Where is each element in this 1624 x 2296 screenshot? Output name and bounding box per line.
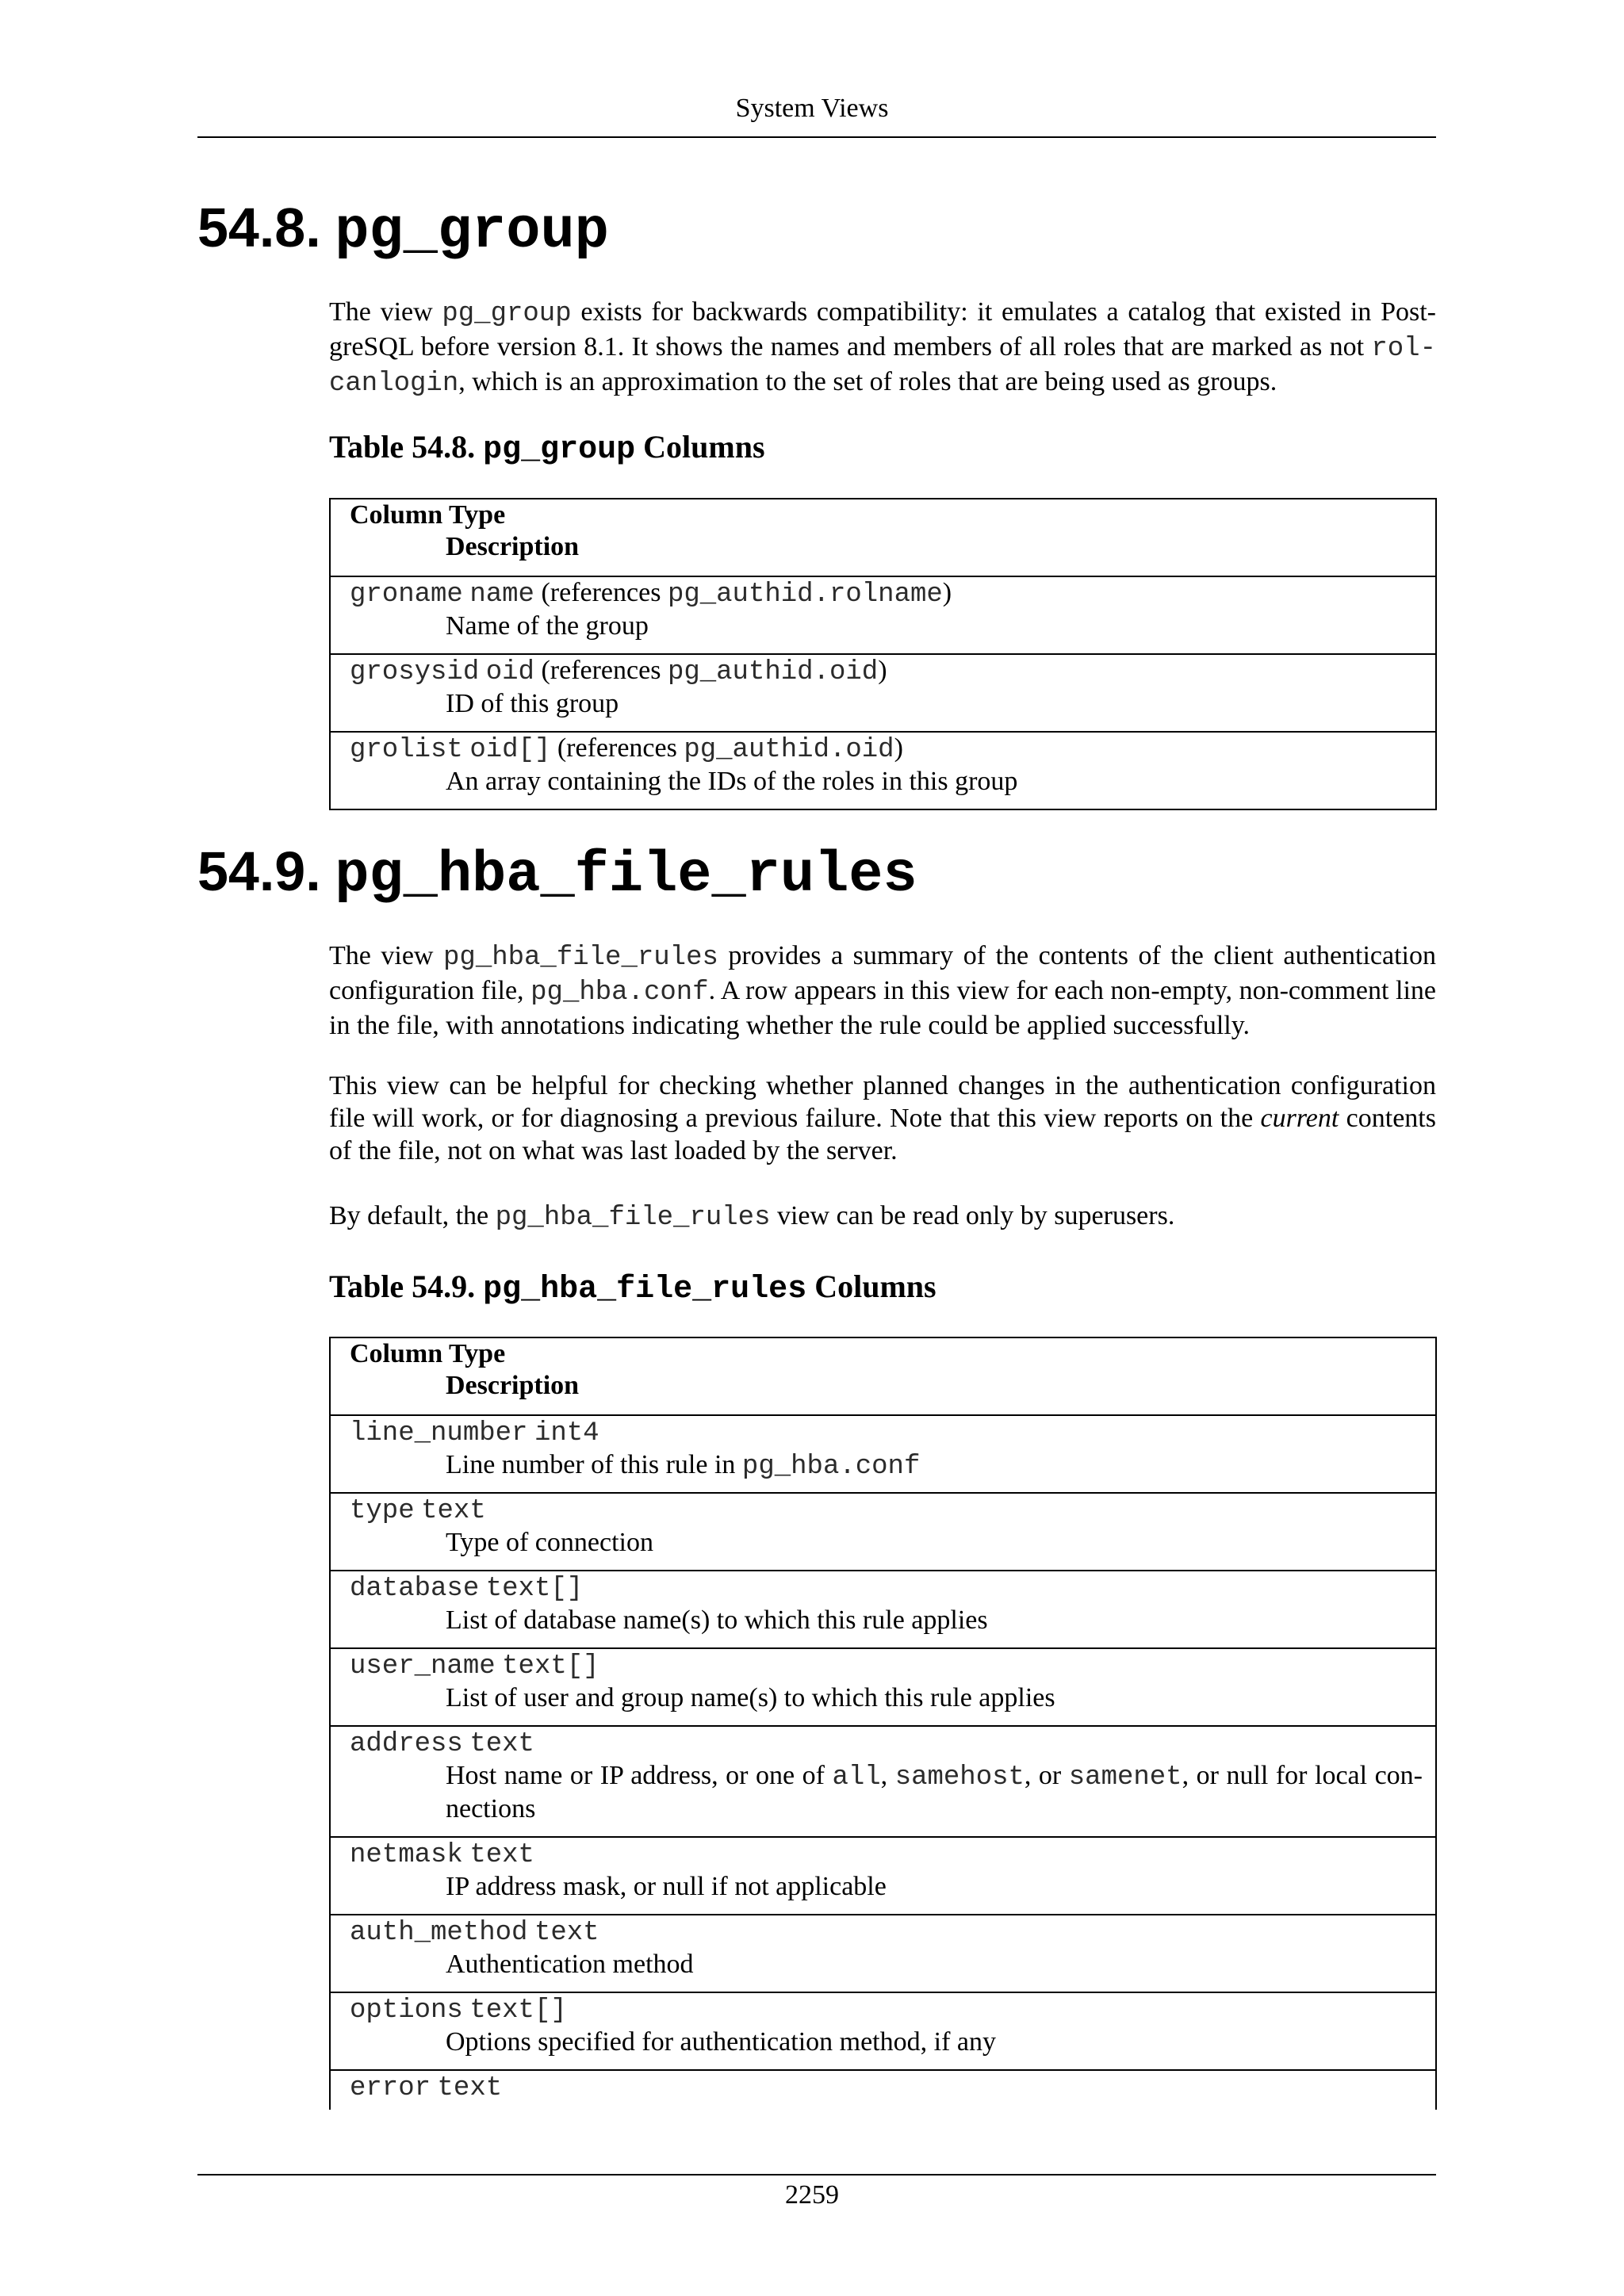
text-run: contents of the file, not on what was last loaded by the server. bbox=[329, 1104, 1436, 1165]
code-view-name: pg_hba_file_rules bbox=[495, 1203, 771, 1233]
table-header-row bbox=[330, 499, 1436, 576]
table-view-name: pg_group bbox=[483, 432, 636, 468]
text-run: ) bbox=[878, 656, 887, 685]
emphasis-current: current bbox=[1260, 1104, 1339, 1133]
text-run: The view bbox=[329, 941, 444, 970]
text-run: The view bbox=[329, 297, 442, 327]
text-run: . A row appears in this view for each non-empty, non-comment line in the file, with annotations indicating whether the rule could be applied successfully. bbox=[329, 976, 1436, 1040]
column-reference: pg_authid.rolname bbox=[667, 580, 943, 610]
pg-hba-permission-paragraph bbox=[329, 1200, 1436, 1234]
column-description: List of database name(s) to which this rule applies bbox=[446, 1605, 988, 1635]
column-name: line_number bbox=[350, 1418, 528, 1448]
column-signature bbox=[350, 1838, 1423, 1871]
table-row bbox=[330, 1992, 1436, 2070]
column-name: database bbox=[350, 1574, 480, 1604]
column-description: Name of the group bbox=[446, 611, 649, 641]
code-column-name: rol-canlogin bbox=[329, 334, 1436, 399]
pg-group-columns-table bbox=[329, 498, 1437, 810]
table-row bbox=[330, 1648, 1436, 1726]
table-row bbox=[330, 1837, 1436, 1915]
column-type: text bbox=[469, 1729, 534, 1759]
text-run: By default, the bbox=[329, 1201, 496, 1230]
column-signature bbox=[350, 577, 1423, 610]
text-run: , or null for local con-nections bbox=[446, 1761, 1423, 1823]
text-run: (references bbox=[534, 578, 668, 607]
pg-hba-file-rules-columns-table bbox=[329, 1337, 1437, 2110]
table-label-suffix: Columns bbox=[806, 1269, 936, 1304]
code-view-name: pg_hba_file_rules bbox=[443, 943, 718, 973]
code-file-name: pg_hba.conf bbox=[530, 978, 709, 1008]
column-name: user_name bbox=[350, 1651, 496, 1682]
text-run: Host name or IP address, or one of bbox=[446, 1761, 833, 1790]
table-label-suffix: Columns bbox=[635, 429, 765, 465]
pg-hba-intro-paragraph bbox=[329, 939, 1436, 1042]
code-keyword-samenet: samenet bbox=[1068, 1762, 1182, 1793]
column-name: grolist bbox=[350, 735, 463, 765]
column-description: ID of this group bbox=[446, 689, 619, 718]
text-run: view can be read only by superusers. bbox=[770, 1201, 1175, 1230]
column-description: List of user and group name(s) to which this rule applies bbox=[446, 1683, 1055, 1712]
header-description: Description bbox=[446, 532, 580, 561]
header-rule bbox=[197, 136, 1436, 138]
text-run: exists for backwards compatibility: it emulates a catalog that existed in Post-greSQL before version 8.1. It shows the names and members of all roles that are marked as not bbox=[329, 297, 1436, 362]
section-heading-pg-hba-file-rules bbox=[197, 840, 917, 908]
text-run: ) bbox=[894, 733, 903, 763]
column-description: Authentication method bbox=[446, 1950, 694, 1979]
column-signature bbox=[350, 1649, 1423, 1682]
column-type: text[] bbox=[502, 1651, 599, 1682]
text-run: ) bbox=[942, 578, 952, 607]
column-description bbox=[350, 1760, 1423, 1825]
text-run: , or bbox=[1024, 1761, 1069, 1790]
text-run: (references bbox=[550, 733, 684, 763]
section-number: 54.9. bbox=[197, 840, 321, 902]
text-run: , which is an approximation to the set of roles that are being used as groups. bbox=[458, 367, 1277, 396]
column-type: oid[] bbox=[469, 735, 551, 765]
header-description: Description bbox=[446, 1371, 580, 1400]
header-column-type: Column Type bbox=[350, 500, 506, 530]
running-header: System Views bbox=[735, 94, 889, 123]
column-type: text bbox=[437, 2073, 503, 2103]
code-view-name: pg_group bbox=[442, 299, 572, 329]
table-row bbox=[330, 1493, 1436, 1571]
column-signature bbox=[350, 2071, 1423, 2104]
section-view-name: pg_group bbox=[335, 199, 609, 264]
pg-hba-usage-paragraph bbox=[329, 1070, 1436, 1167]
table-header-row bbox=[330, 1337, 1436, 1415]
code-file-name: pg_hba.conf bbox=[741, 1452, 921, 1482]
column-signature bbox=[350, 1993, 1423, 2026]
table-title-pg-hba-file-rules bbox=[329, 1268, 936, 1307]
column-signature bbox=[350, 1915, 1423, 1949]
table-label: Table 54.8. bbox=[329, 429, 484, 465]
header-column-type: Column Type bbox=[350, 1339, 506, 1368]
column-name: address bbox=[350, 1729, 463, 1759]
footer-rule bbox=[197, 2174, 1436, 2175]
column-type: text bbox=[469, 1840, 534, 1870]
section-heading-pg-group bbox=[197, 197, 609, 264]
table-row bbox=[330, 1415, 1436, 1493]
section-view-name: pg_hba_file_rules bbox=[335, 843, 917, 908]
text-run: (references bbox=[534, 656, 668, 685]
table-row bbox=[330, 1915, 1436, 1992]
table-title-pg-group bbox=[329, 428, 765, 468]
table-view-name: pg_hba_file_rules bbox=[483, 1272, 807, 1307]
section-number: 54.8. bbox=[197, 197, 321, 258]
table-label: Table 54.9. bbox=[329, 1269, 484, 1304]
table-row bbox=[330, 576, 1436, 654]
column-name: grosysid bbox=[350, 657, 480, 687]
page-number: 2259 bbox=[785, 2180, 839, 2210]
column-name: options bbox=[350, 1996, 463, 2026]
column-type: text[] bbox=[469, 1996, 567, 2026]
column-description: Type of connection bbox=[446, 1528, 653, 1557]
table-row-truncated bbox=[330, 2070, 1436, 2110]
column-name: auth_method bbox=[350, 1918, 528, 1948]
pg-group-intro bbox=[329, 296, 1436, 400]
table-row bbox=[330, 732, 1436, 809]
column-description: Options specified for authentication method, if any bbox=[446, 2027, 996, 2057]
text-run: Line number of this rule in bbox=[446, 1450, 742, 1479]
column-signature bbox=[350, 733, 1423, 766]
code-keyword-all: all bbox=[832, 1762, 881, 1793]
table-row bbox=[330, 1571, 1436, 1648]
column-name: error bbox=[350, 2073, 431, 2103]
table-row bbox=[330, 1726, 1436, 1837]
column-signature bbox=[350, 1416, 1423, 1449]
column-description: IP address mask, or null if not applicable bbox=[446, 1872, 887, 1901]
column-description bbox=[350, 1449, 1423, 1483]
column-signature bbox=[350, 1571, 1423, 1605]
column-type: oid bbox=[485, 657, 534, 687]
column-name: type bbox=[350, 1496, 415, 1526]
column-type: text bbox=[421, 1496, 486, 1526]
column-description: An array containing the IDs of the roles in this group bbox=[446, 767, 1018, 796]
column-type: text[] bbox=[485, 1574, 584, 1604]
text-run: This view can be helpful for checking whether planned changes in the authentication configuration file will work, or for diagnosing a previous failure. Note that this view reports on the bbox=[329, 1071, 1436, 1133]
code-keyword-samehost: samehost bbox=[894, 1762, 1025, 1793]
column-signature bbox=[350, 655, 1423, 688]
text-run: provides a summary of the contents of the client authentication configuration file, bbox=[329, 941, 1437, 1005]
column-reference: pg_authid.oid bbox=[667, 657, 879, 687]
table-row bbox=[330, 654, 1436, 732]
column-type: int4 bbox=[534, 1418, 599, 1448]
column-signature bbox=[350, 1727, 1423, 1760]
column-reference: pg_authid.oid bbox=[684, 735, 894, 765]
column-name: netmask bbox=[350, 1840, 463, 1870]
text-run: , bbox=[880, 1761, 895, 1790]
column-type: name bbox=[469, 580, 534, 610]
column-type: text bbox=[534, 1918, 599, 1948]
column-signature bbox=[350, 1494, 1423, 1527]
column-name: groname bbox=[350, 580, 463, 610]
